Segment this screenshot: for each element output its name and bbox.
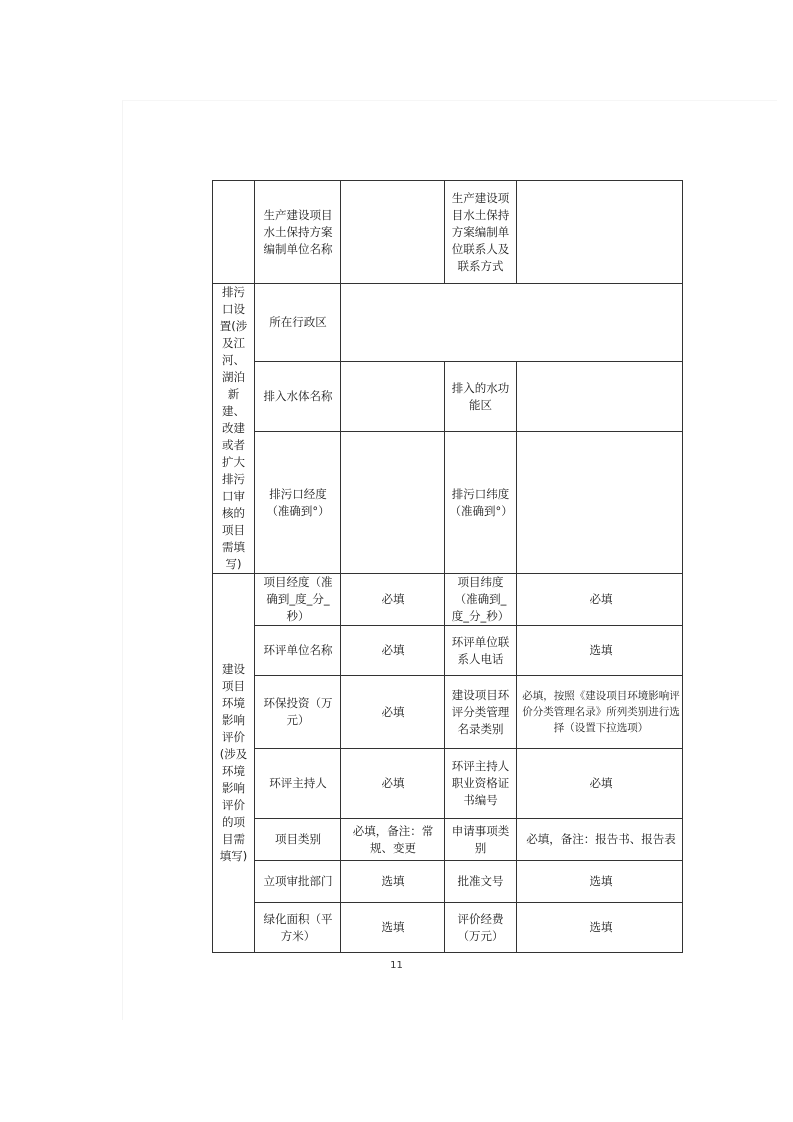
field-value: 必填	[341, 676, 445, 749]
field-label: 绿化面积（平方米）	[255, 903, 341, 953]
field-value[interactable]	[341, 284, 683, 362]
field-label: 立项审批部门	[255, 861, 341, 903]
table-row	[213, 432, 683, 574]
field-label: 申请事项类别	[445, 819, 517, 861]
field-value: 选填	[517, 626, 683, 676]
field-label: 环评主持人职业资格证书编号	[445, 749, 517, 819]
field-label: 生产建设项目水土保持方案编制单位名称	[255, 181, 341, 284]
field-label: 环评单位名称	[255, 626, 341, 676]
field-label: 所在行政区	[255, 284, 341, 362]
eia-section-label: 建设项目环境影响评价(涉及环境影响评价的项目需填写)	[213, 574, 255, 953]
field-label: 排入的水功能区	[445, 362, 517, 432]
field-label: 环保投资（万元）	[255, 676, 341, 749]
table-row	[213, 861, 683, 903]
field-value: 选填	[341, 861, 445, 903]
field-label: 项目类别	[255, 819, 341, 861]
field-value: 选填	[341, 903, 445, 953]
table-row	[213, 819, 683, 861]
field-label: 批准文号	[445, 861, 517, 903]
field-label: 排污口纬度（准确到°）	[445, 432, 517, 574]
field-value: 必填，备注：报告书、报告表	[517, 819, 683, 861]
table-row	[213, 903, 683, 953]
field-label: 环评单位联系人电话	[445, 626, 517, 676]
page-number: 11	[390, 960, 403, 971]
field-value[interactable]	[517, 181, 683, 284]
table-row	[213, 626, 683, 676]
table-row	[213, 284, 683, 362]
field-value: 选填	[517, 903, 683, 953]
field-label: 项目纬度（准确到_度_分_秒）	[445, 574, 517, 626]
field-label: 建设项目环评分类管理名录类别	[445, 676, 517, 749]
field-value: 必填	[341, 574, 445, 626]
outfall-section-label: 排污口设置(涉及江河、湖泊新建、改建或者扩大排污口审核的项目需填写)	[213, 284, 255, 574]
field-value: 必填	[341, 626, 445, 676]
field-label: 排入水体名称	[255, 362, 341, 432]
field-label: 环评主持人	[255, 749, 341, 819]
blank-section-cell	[213, 181, 255, 284]
table-row	[213, 181, 683, 284]
field-value: 选填	[517, 861, 683, 903]
field-value: 必填，备注：常规、变更	[341, 819, 445, 861]
field-value[interactable]	[517, 432, 683, 574]
field-label: 排污口经度（准确到°）	[255, 432, 341, 574]
field-value: 必填	[517, 749, 683, 819]
field-label: 项目经度（准确到_度_分_秒）	[255, 574, 341, 626]
field-value: 必填	[341, 749, 445, 819]
field-value[interactable]	[341, 432, 445, 574]
field-value[interactable]	[341, 181, 445, 284]
field-value[interactable]	[341, 362, 445, 432]
field-value[interactable]	[517, 362, 683, 432]
field-label: 评价经费（万元）	[445, 903, 517, 953]
info-form-table	[212, 180, 683, 953]
field-label: 生产建设项目水土保持方案编制单位联系人及联系方式	[445, 181, 517, 284]
field-value: 必填，按照《建设项目环境影响评价分类管理名录》所列类别进行选择（设置下拉选项）	[517, 676, 683, 749]
table-row	[213, 676, 683, 749]
field-value: 必填	[517, 574, 683, 626]
table-row	[213, 749, 683, 819]
table-row	[213, 362, 683, 432]
table-row	[213, 574, 683, 626]
